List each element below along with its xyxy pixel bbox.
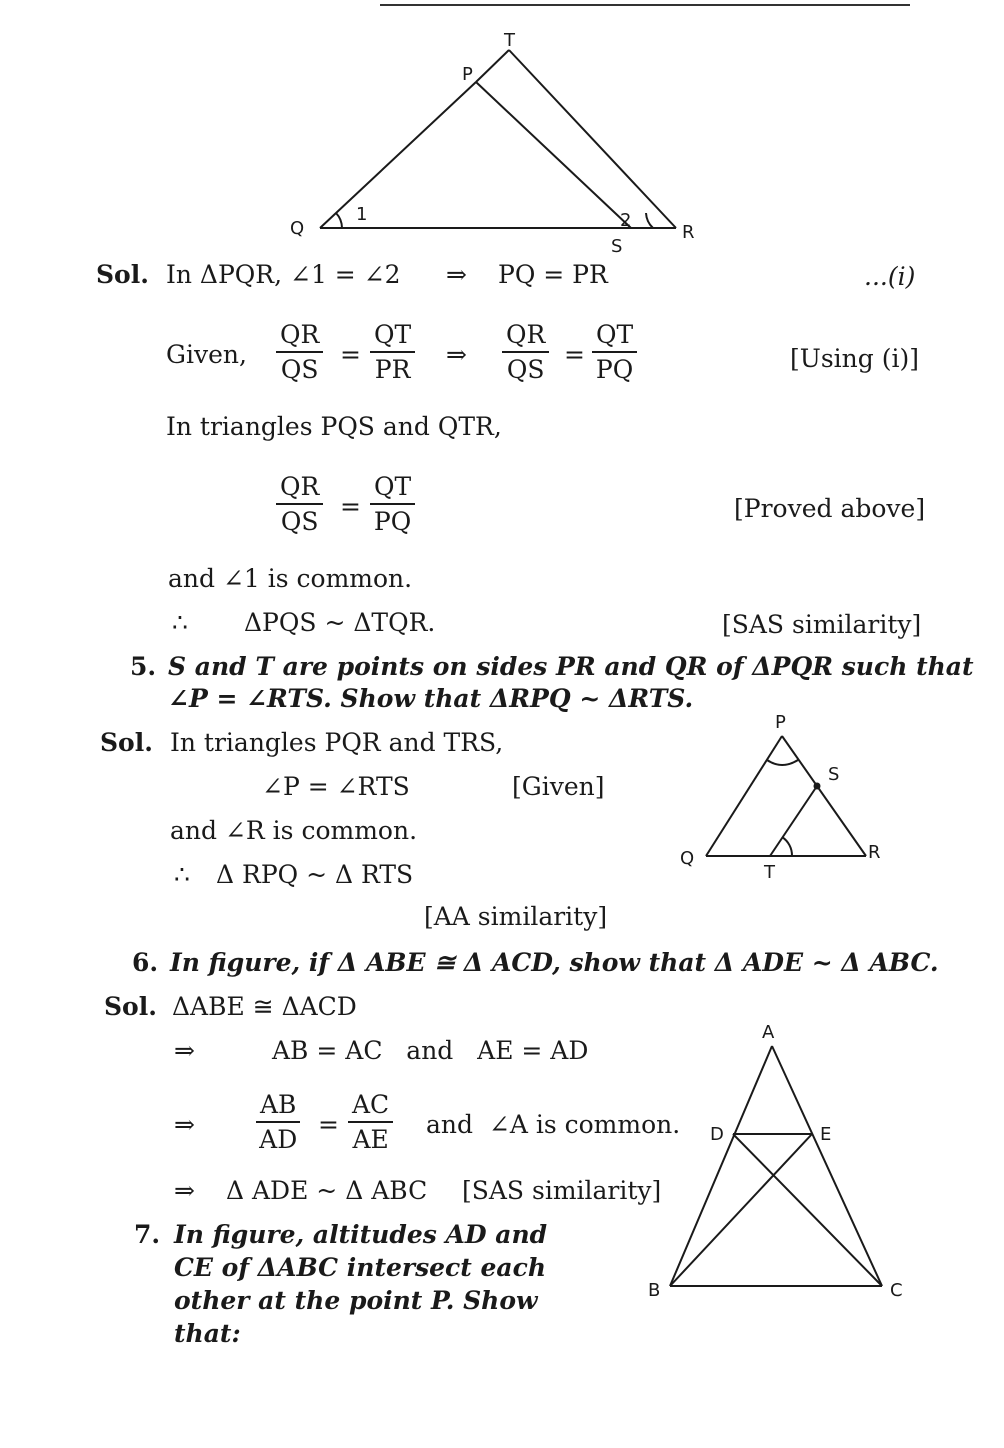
sas-similarity-note: [SAS similarity] — [462, 1176, 662, 1205]
sol6-equal-sides: AB = AC and AE = AD — [272, 1036, 589, 1065]
label-q: Q — [290, 218, 305, 239]
angle-p-arc — [767, 760, 798, 765]
sol4-pq-eq-pr: PQ = PR — [498, 260, 608, 289]
label-p: P — [462, 64, 473, 85]
fraction-qt-pq — [592, 322, 637, 384]
implies-arrow: ⇒ — [174, 1176, 195, 1205]
sol5-angle-eq: ∠P = ∠RTS — [262, 772, 410, 801]
therefore-symbol: ∴ — [172, 608, 188, 637]
segment-cd — [733, 1134, 882, 1286]
numerator: QT — [370, 474, 415, 505]
q7-line2: CE of ΔABC intersect each — [174, 1253, 547, 1282]
implies-arrow: ⇒ — [174, 1036, 195, 1065]
angle-1-arc — [336, 213, 342, 228]
sol6-label: Sol. — [104, 992, 157, 1021]
side-pr — [782, 736, 866, 856]
label-d: D — [710, 1124, 724, 1145]
fraction-qt-pq — [370, 474, 415, 536]
segment-ts — [770, 786, 817, 856]
fraction-ab-ad — [256, 1092, 300, 1154]
label-t: T — [504, 30, 515, 51]
label-e: E — [820, 1124, 832, 1145]
equals-sign: = — [318, 1110, 339, 1139]
equals-sign: = — [564, 340, 585, 369]
sol5-common: and ∠R is common. — [170, 816, 418, 845]
fraction-ac-ae — [348, 1092, 393, 1154]
label-angle-1: 1 — [356, 204, 368, 225]
segment-be — [670, 1134, 812, 1286]
equals-sign: = — [340, 340, 361, 369]
page-top-rule — [380, 4, 910, 6]
q7-line1: In figure, altitudes AD and — [174, 1220, 548, 1249]
sol4-line1: In ΔPQR, ∠1 = ∠2 — [166, 260, 401, 289]
label-s: S — [611, 236, 623, 257]
proved-above-note: [Proved above] — [734, 494, 926, 523]
question-number: 5. — [130, 652, 157, 681]
figure-triangle-pqr-st — [670, 706, 890, 886]
side-qp — [320, 82, 476, 228]
sol6-common: and ∠A is common. — [426, 1110, 681, 1139]
question-number: 6. — [132, 948, 159, 977]
point-s — [814, 783, 821, 790]
equation-ref-i: ...(i) — [864, 262, 916, 291]
numerator: AB — [256, 1092, 300, 1123]
angle-t-arc — [782, 837, 792, 856]
sol4-label: Sol. — [96, 260, 149, 289]
q7-line3: other at the point P. Show — [174, 1286, 538, 1315]
label-b: B — [648, 1280, 661, 1301]
numerator: QR — [276, 474, 323, 505]
denominator: AD — [259, 1125, 298, 1155]
angle-2-arc — [646, 213, 653, 228]
sol4-similarity: ΔPQS ~ ΔTQR. — [244, 608, 436, 637]
numerator: QR — [502, 322, 549, 353]
fraction-qt-pr — [370, 322, 415, 384]
fraction-qr-qs — [276, 322, 323, 384]
q5-line1: S and T are points on sides PR and QR of ΔPQR such that — [168, 652, 974, 681]
side-pq — [706, 736, 782, 856]
side-tr — [509, 50, 676, 228]
denominator: QS — [280, 507, 319, 537]
fraction-qr-qs — [502, 322, 549, 384]
label-t: T — [764, 862, 775, 883]
sol4-given: Given, — [166, 340, 247, 369]
sol5-line1: In triangles PQR and TRS, — [170, 728, 504, 757]
implies-arrow: ⇒ — [174, 1110, 195, 1139]
q6-text: In figure, if Δ ABE ≅ Δ ACD, show that Δ ADE ~ Δ ABC. — [170, 948, 939, 977]
sol5-label: Sol. — [100, 728, 153, 757]
implies-arrow: ⇒ — [446, 260, 467, 289]
given-note: [Given] — [512, 772, 605, 801]
denominator: PQ — [595, 355, 634, 385]
sas-similarity-note: [SAS similarity] — [722, 610, 922, 639]
sol4-triangles: In triangles PQS and QTR, — [166, 412, 502, 441]
label-angle-2: 2 — [620, 210, 632, 231]
denominator: QS — [280, 355, 319, 385]
equals-sign: = — [340, 492, 361, 521]
side-ab — [670, 1046, 772, 1286]
sol6-congruence: ΔABE ≅ ΔACD — [172, 992, 357, 1021]
aa-similarity-note: [AA similarity] — [424, 902, 608, 931]
implies-arrow: ⇒ — [446, 340, 467, 369]
side-ac — [772, 1046, 882, 1286]
denominator: AE — [352, 1125, 389, 1155]
question-number: 7. — [134, 1220, 161, 1249]
sol4-common: and ∠1 is common. — [168, 564, 413, 593]
fraction-qr-qs — [276, 474, 323, 536]
label-r: R — [868, 842, 881, 863]
label-a: A — [762, 1022, 775, 1043]
using-i-note: [Using (i)] — [790, 344, 919, 373]
denominator: QS — [506, 355, 545, 385]
label-r: R — [682, 222, 695, 243]
numerator: QT — [592, 322, 637, 353]
sol5-similarity: Δ RPQ ~ Δ RTS — [216, 860, 414, 889]
numerator: QR — [276, 322, 323, 353]
label-s: S — [828, 764, 840, 785]
numerator: QT — [370, 322, 415, 353]
figure-triangle-abc-de — [640, 1016, 920, 1306]
q7-line4: that: — [174, 1319, 241, 1348]
side-pt — [476, 50, 509, 82]
denominator: PR — [374, 355, 411, 385]
q5-line2: ∠P = ∠RTS. Show that ΔRPQ ~ ΔRTS. — [168, 684, 694, 713]
label-p: P — [775, 712, 786, 733]
label-q: Q — [680, 848, 695, 869]
therefore-symbol: ∴ — [174, 860, 190, 889]
figure-triangle-pqr-t — [280, 20, 720, 265]
denominator: PQ — [373, 507, 412, 537]
sol6-similarity: Δ ADE ~ Δ ABC — [226, 1176, 428, 1205]
numerator: AC — [348, 1092, 393, 1123]
label-c: C — [890, 1280, 903, 1301]
